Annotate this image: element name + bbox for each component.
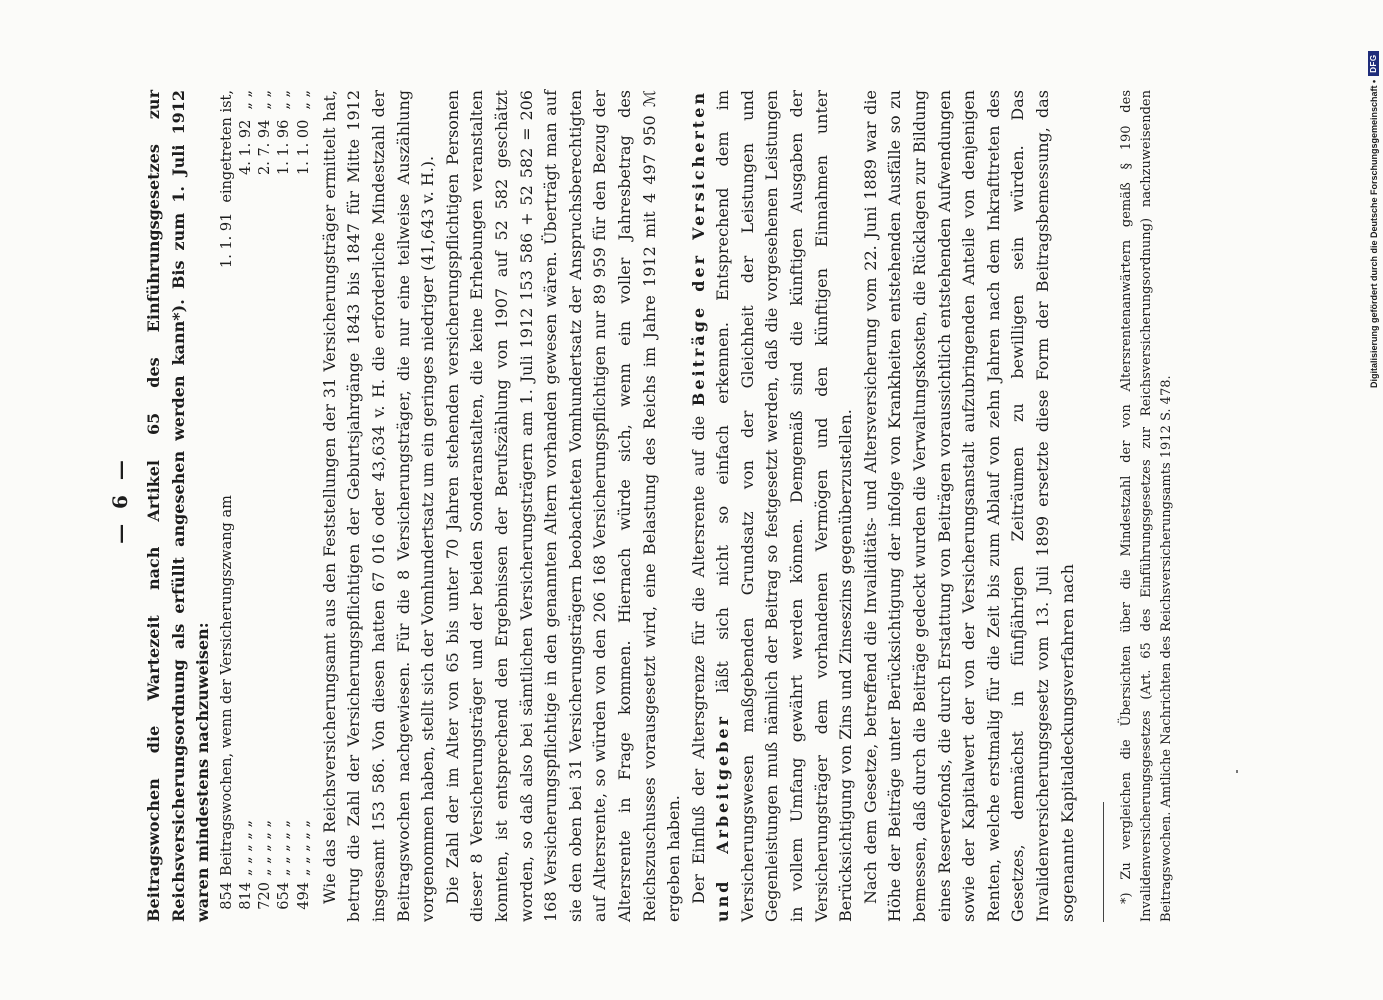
rotated-page-content bbox=[100, 0, 1340, 1000]
table-row bbox=[218, 90, 237, 922]
paragraph-2: Die Zahl der im Alter von 65 bis unter 70 Jahren stehenden versicherungspflichtigen Personen dieser 8 Versicherungsträger und der beiden Sonderanstalten, die keine Erhebungen veranstalten konnten, ist entsprechend den Ergebnissen der Berufszählung von 1907 auf 52 582 geschätzt worden, so daß also bei sämtlichen Versicherungsträgern am 1. Juli 1912 153 586 + 52 582 = 206 168 Versicherungspflichtige in den genannten Altern vorhanden gewesen wären. Überträgt man auf sie den oben bei 31 Versicherungsträgern beobachteten Vomhundertsatz der Anspruchsberechtigten auf Altersrente, so würden von den 206 168 Versicherungspflichtigen nur 89 959 für den Bezug der Altersrente in Frage kommen. Hiernach würde sich, wenn ein voller Jahresbetrag des Reichszuschusses vorausgesetzt wird, eine Belastung des Reichs im Jahre 1912 mit 4 497 950 ℳ ergeben haben. bbox=[442, 90, 684, 922]
paragraph-3-start: Der Einfluß der Altersgrenze für die Altersrente auf die bbox=[688, 415, 708, 904]
row-suffix: „ „ bbox=[295, 90, 312, 110]
table-row bbox=[275, 90, 294, 922]
row-condition: „ „ „ „ „ bbox=[295, 820, 312, 876]
row-suffix: eingetreten ist, bbox=[218, 90, 235, 203]
credit-text: Digitalisierung gefördert durch die Deutsche Forschungsgemeinschaft • bbox=[1368, 79, 1379, 388]
row-condition: „ „ „ „ „ bbox=[257, 820, 274, 876]
row-weeks: 494 bbox=[295, 882, 312, 910]
row-date: 1. 1. 00 bbox=[295, 119, 312, 175]
row-condition: Beitragswochen, wenn der Versicherungszwang am bbox=[218, 495, 235, 876]
table-row bbox=[256, 90, 275, 922]
credit-strip bbox=[1368, 0, 1383, 1000]
row-weeks: 854 bbox=[218, 882, 235, 910]
row-date: 2. 7. 94 bbox=[257, 119, 274, 175]
paragraph-3-end: läßt sich nicht so einfach erkennen. Entsprechend dem im Versicherungswesen maßgebenden Grundsatz von der Gleichheit der Leistungen und Gegenleistungen muß nämlich der Beitrag so festgesetzt werden, daß die vorgesehenen Leistungen in vollem Umfang gewährt werden können. Demgemäß sind die künftigen Ausgaben der Versicherungsträger dem vorhandenen Vermögen und den künftigen Einnahmen unter Berücksichtigung von Zins und Zinseszins gegenüberzustellen. bbox=[713, 89, 856, 922]
dfg-logo: DFG bbox=[1368, 51, 1379, 75]
table-row bbox=[237, 90, 256, 922]
paragraph-3-emphasis: Beiträge der Versicherten und Arbeitgeber bbox=[688, 89, 733, 922]
paragraph-4: Nach dem Gesetze, betreffend die Invaliditäts- und Altersversicherung vom 22. Juni 1889 war die Höhe der Beiträge unter Berücksichtigung der infolge von Krankheiten entstehenden Ausfälle so zu bemessen, daß durch die Beiträge gedeckt wurden die Verwaltungskosten, die Rücklagen zur Bildung eines Reservefonds, die durch Erstattung von Beiträgen voraussichtlich entstehenden Aufwendungen sowie der Kapitalwert der von der Versicherungsanstalt aufzubringenden Anteile von denjenigen Renten, welche erstmalig für die Zeit bis zum Ablauf von zehn Jahren nach dem Inkrafttreten des Gesetzes, demnächst in fünfjährigen Zeiträumen zu bewilligen sein würden. Das Invalidenversicherungsgesetz vom 13. Juli 1899 ersetzte diese Form der Beitragsbemessung, das sogenannte Kapitaldeckungsverfahren nach bbox=[860, 90, 1077, 922]
row-suffix: „ „ bbox=[276, 90, 293, 110]
row-suffix: „ „ bbox=[257, 90, 274, 110]
row-suffix: „ „ bbox=[237, 90, 254, 110]
contribution-weeks-table bbox=[218, 90, 314, 922]
row-date: 4. 1. 92 bbox=[237, 119, 254, 175]
table-row bbox=[295, 90, 314, 922]
row-weeks: 720 bbox=[257, 882, 274, 910]
body-text bbox=[142, 90, 1080, 922]
footnote-divider bbox=[1103, 802, 1104, 922]
paragraph-1: Wie das Reichsversicherungsamt aus den Feststellungen der 31 Versicherungsträger ermittelt hat, betrug die Zahl der Versicherungspflichtigen der Geburtsjahrgänge 1843 bis 1847 für Mitte 1912 insgesamt 153 586. Von diesen hatten 67 016 oder 43,634 v. H. die erforderliche Mindestzahl der Beitragswochen nachgewiesen. Für die 8 Versicherungsträger, die nur eine teilweise Auszählung vorgenommen haben, stellt sich der Vomhundertsatz um ein geringes niedriger (41,643 v. H.). bbox=[319, 90, 438, 922]
row-condition: „ „ „ „ „ bbox=[276, 820, 293, 876]
row-weeks: 814 bbox=[237, 882, 254, 910]
row-date: 1. 1. 96 bbox=[276, 119, 293, 175]
page-number: — 6 — bbox=[108, 456, 132, 544]
row-condition: „ „ „ „ „ bbox=[237, 820, 254, 876]
intro-paragraph bbox=[142, 90, 216, 922]
paragraph-3 bbox=[687, 90, 859, 922]
row-weeks: 654 bbox=[276, 882, 293, 910]
scan-speck bbox=[1236, 770, 1238, 773]
row-date: 1. 1. 91 bbox=[218, 212, 235, 268]
intro-text: Beitragswochen die Wartezeit nach Artikel 65 des Einführungsgesetzes zur Reichsversicherungsordnung als erfüllt angesehen werden kann*). Bis zum 1. Juli 1912 waren mindestens nachzuweisen: bbox=[144, 90, 213, 922]
footnote: *) Zu vergleichen die Übersichten über die Mindestzahl der von Altersrentenanwärtern gemäß § 190 des Invalidenversicherungsgesetzes (Art. 65 des Einführungsgesetzes zur Reichsversicherungsordnung) nachzuweisenden Beitragswochen. Amtliche Nachrichten des Reichsversicherungsamts 1912 S. 478. bbox=[1119, 90, 1174, 922]
